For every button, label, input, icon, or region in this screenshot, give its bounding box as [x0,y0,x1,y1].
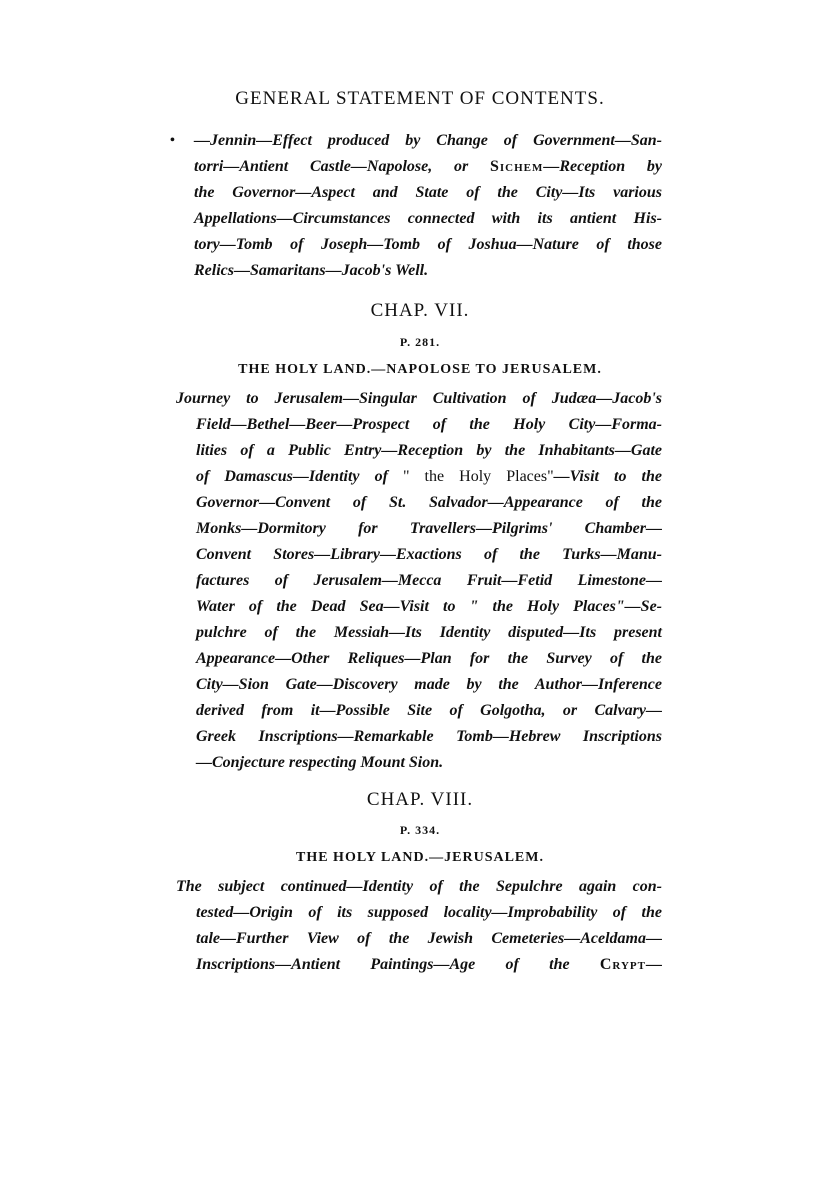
text-line: Field—Bethel—Beer—Prospect of the Holy City—Forma- [196,416,662,433]
text-line: torri—Antient Castle—Napolose, or Sichem—Reception by [194,158,662,175]
text-line: tale—Further View of the Jewish Cemeteries—Aceldama— [196,930,662,947]
chapter-heading: CHAP. VII. [370,300,470,321]
chapter-summary [176,386,662,776]
page-header: GENERAL STATEMENT OF CONTENTS. [235,88,605,109]
text-line: Appellations—Circumstances connected with its antient His- [194,210,662,227]
text-line: Governor—Convent of St. Salvador—Appearance of the [196,494,662,511]
text-line: Water of the Dead Sea—Visit to " the Holy Places"—Se- [196,598,662,615]
text-line: the Governor—Aspect and State of the City—Its various [194,184,662,201]
text-line: Monks—Dormitory for Travellers—Pilgrims' Chamber— [196,520,662,537]
chapter-heading: CHAP. VIII. [366,789,474,810]
holy-places-roman: " the Holy Places" [402,468,554,485]
chapter-subject: THE HOLY LAND.—NAPOLOSE TO JERUSALEM. [238,362,602,377]
continuation-paragraph [194,128,662,284]
text-line: Inscriptions—Antient Paintings—Age of the Crypt— [196,956,662,973]
page-reference: P. 281. [399,335,441,349]
text-line: City—Sion Gate—Discovery made by the Author—Inference [196,676,662,693]
page-reference: P. 334. [399,823,441,837]
text-line: —Conjecture respecting Mount Sion. [196,754,444,771]
text-line: derived from it—Possible Site of Golgotha, or Calvary— [196,702,662,719]
text-line: factures of Jerusalem—Mecca Fruit—Fetid Limestone— [196,572,662,589]
crypt-small-caps: Crypt [599,956,646,973]
text-line: Greek Inscriptions—Remarkable Tomb—Hebrew Inscriptions [196,728,662,745]
text-line: Convent Stores—Library—Exactions of the Turks—Manu- [196,546,662,563]
text-line: lities of a Public Entry—Reception by the Inhabitants—Gate [196,442,662,459]
text-line: Relics—Samaritans—Jacob's Well. [194,262,429,279]
chapter-summary [176,874,662,978]
text-line: Appearance—Other Reliques—Plan for the Survey of the [196,650,662,667]
text-line: tested—Origin of its supposed locality—Improbability of the [196,904,662,921]
text-line: tory—Tomb of Joseph—Tomb of Joshua—Nature of those [194,236,662,253]
text-line: pulchre of the Messiah—Its Identity disputed—Its present [196,624,662,641]
text-line: —Jennin—Effect produced by Change of Government—San- [194,132,662,149]
chapter-subject: THE HOLY LAND.—JERUSALEM. [295,850,544,865]
text-line: Journey to Jerusalem—Singular Cultivation of Judæa—Jacob's [176,390,662,407]
bullet-mark: • [170,133,175,148]
text-line: The subject continued—Identity of the Sepulchre again con- [176,878,662,895]
sichem-small-caps: Sichem [489,158,544,175]
text-line: of Damascus—Identity of " the Holy Places"—Visit to the [196,468,663,485]
